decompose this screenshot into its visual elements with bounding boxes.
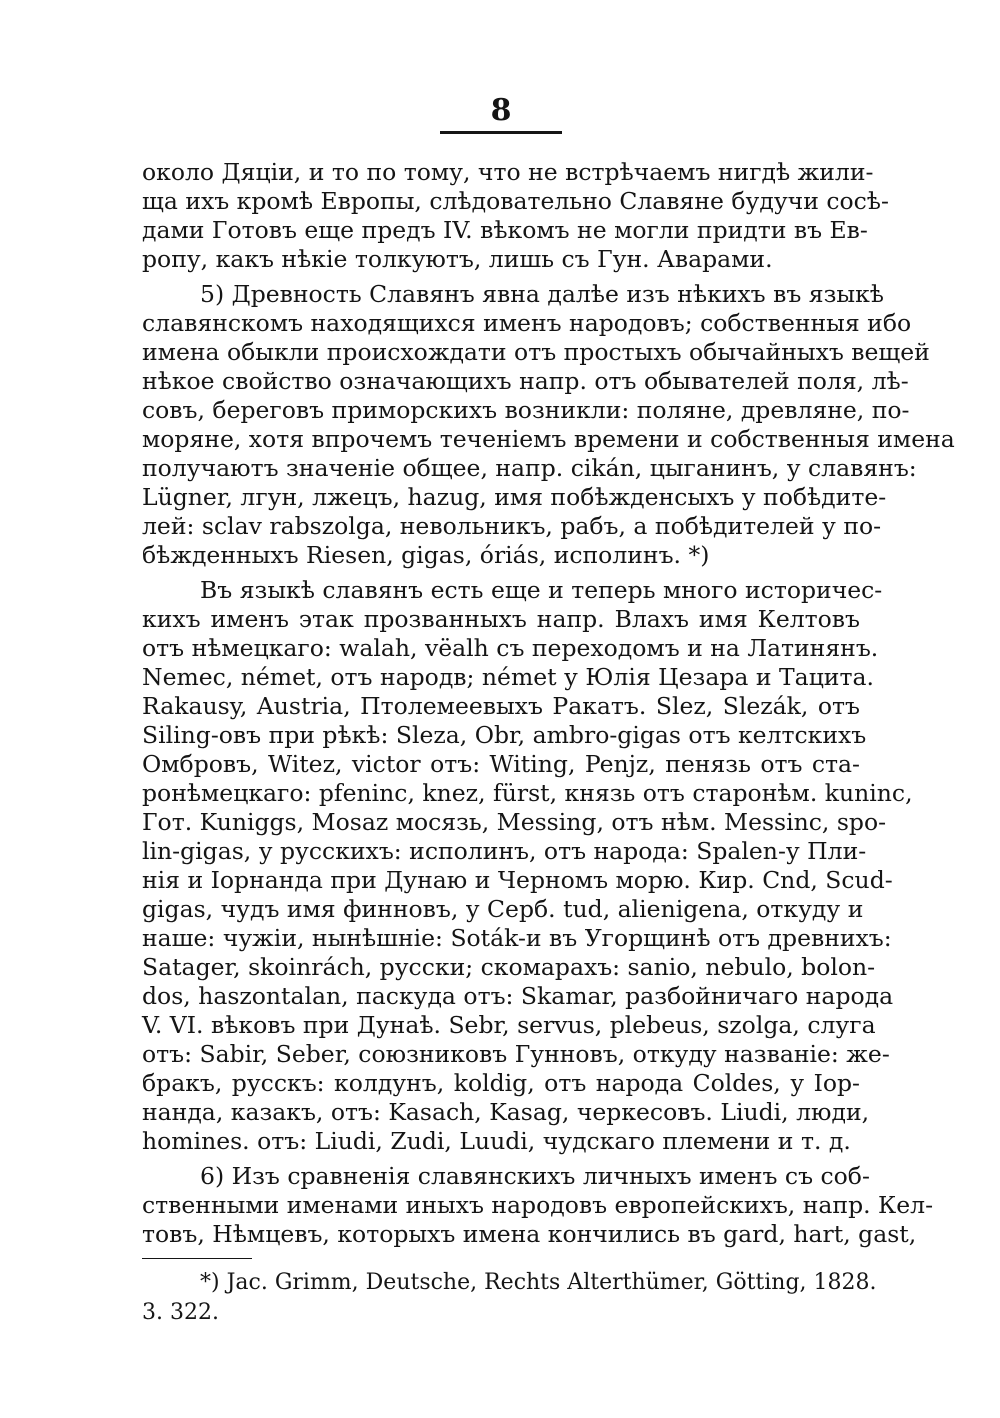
text-line: совъ, береговъ приморскихъ возникли: поляне, древляне, по- — [142, 396, 910, 424]
text-line: ственными именами иныхъ народовъ европейскихъ, напр. Кел- — [142, 1191, 934, 1219]
text-line: dos, haszontalan, паскуда отъ: Skamar, разбойничаго народа — [142, 982, 894, 1010]
text-line: нѣкое свойство означающихъ напр. отъ обывателей поля, лѣ- — [142, 367, 909, 395]
text-line: Nemec, német, отъ народв; német у Юлія Цезара и Тацита. — [142, 663, 874, 691]
text-line: Гот. Kuniggs, Mosaz мосязь, Messing, отъ нѣм. Messinc, spo- — [142, 808, 887, 836]
text-line: кихъ именъ этак прозванныхъ напр. Влахъ имя Келтовъ — [142, 605, 860, 633]
text-line: gigas, чудъ имя финновъ, у Серб. tud, alienigena, откуду и — [142, 895, 864, 923]
text-line: нанда, казакъ, отъ: Kasach, Kasag, черкесовъ. Liudi, люди, — [142, 1098, 870, 1126]
text-line: ропу, какъ нѣкіе толкуютъ, лишь съ Гун. Аварами. — [142, 245, 773, 273]
paragraph-start-line: 5) Древность Славянъ явна далѣе изъ нѣкихъ въ языкѣ — [200, 280, 884, 308]
text-line: Lügner, лгун, лжецъ, hazug, имя побѣжденсыхъ у побѣдите- — [142, 483, 887, 511]
page-number: 8 — [490, 93, 512, 128]
text-line: lin-gigas, у русскихъ: исполинъ, отъ народа: Spalen-у Пли- — [142, 837, 867, 865]
paragraph-start-line: 6) Изъ сравненія славянскихъ личныхъ именъ съ соб- — [200, 1162, 870, 1190]
text-line: Siling-овъ при рѣкѣ: Sleza, Obr, ambro-gigas отъ келтскихъ — [142, 721, 867, 749]
header-rule — [440, 131, 562, 134]
body-text — [142, 158, 955, 1249]
text-line: около Дяціи, и то по тому, что не встрѣчаемъ нигдѣ жили- — [142, 158, 874, 186]
text-line: Satager, skoinrách, русски; скомарахъ: sanio, nebulo, bolon- — [142, 953, 876, 981]
text-line: наше: чужіи, нынѣшніе: Soták-и въ Угорщинѣ отъ древнихъ: — [142, 924, 892, 952]
text-line: Rakausy, Austria, Птолемеевыхъ Ракатъ. Slez, Slezák, отъ — [142, 692, 860, 720]
text-line: homines. отъ: Liudi, Zudi, Luudi, чудскаго племени и т. д. — [142, 1127, 851, 1155]
text-line: V. VI. вѣковъ при Дунаѣ. Sebr, servus, plebeus, szolga, слуга — [142, 1011, 876, 1039]
footnote-line: 3. 322. — [142, 1300, 219, 1325]
text-line: моряне, хотя впрочемъ теченіемъ времени и собственныя имена — [142, 425, 955, 453]
text-line: отъ: Sabir, Seber, союзниковъ Гунновъ, откуду названіе: же- — [142, 1040, 890, 1068]
text-line: лей: sclav rabszolga, невольникъ, рабъ, а побѣдителей у по- — [142, 512, 882, 540]
text-line: отъ нѣмецкаго: walah, vëalh съ переходомъ и на Латинянъ. — [142, 634, 879, 662]
text-line: бракъ, русскъ: колдунъ, koldig, отъ народа Coldes, у Іор- — [142, 1069, 860, 1097]
text-line: имена обыкли происхождати отъ простыхъ обычайныхъ вещей — [142, 338, 930, 366]
text-line: дами Готовъ еще предъ IV. вѣкомъ не могли придти въ Ев- — [142, 216, 868, 244]
text-line: получаютъ значеніе общее, напр. cikán, цыганинъ, у славянъ: — [142, 454, 917, 482]
text-line: бѣжденныхъ Riesen, gigas, óriás, исполинъ. *) — [142, 541, 710, 569]
text-line: ща ихъ кромѣ Европы, слѣдовательно Славяне будучи сосѣ- — [142, 187, 889, 215]
text-line: ронѣмецкаго: pfeninc, knez, fürst, князь отъ старонѣм. kuninc, — [142, 779, 913, 807]
text-line: товъ, Нѣмцевъ, которыхъ имена кончились въ gard, hart, gast, — [142, 1220, 917, 1248]
footnote — [142, 1268, 877, 1328]
footnote-line: *) Jac. Grimm, Deutsche, Rechts Alterthümer, Götting, 1828. — [200, 1270, 877, 1295]
footnote-rule — [142, 1258, 252, 1259]
text-line: нія и Іорнанда при Дунаю и Черномъ морю. Кир. Cnd, Scud- — [142, 866, 893, 894]
paragraph-start-line: Въ языкѣ славянъ есть еще и теперь много историчес- — [200, 576, 883, 604]
text-line: славянскомъ находящихся именъ народовъ; собственныя ибо — [142, 309, 912, 337]
text-line: Омбровъ, Witez, victor отъ: Witing, Penjz, пенязь отъ ста- — [142, 750, 860, 778]
